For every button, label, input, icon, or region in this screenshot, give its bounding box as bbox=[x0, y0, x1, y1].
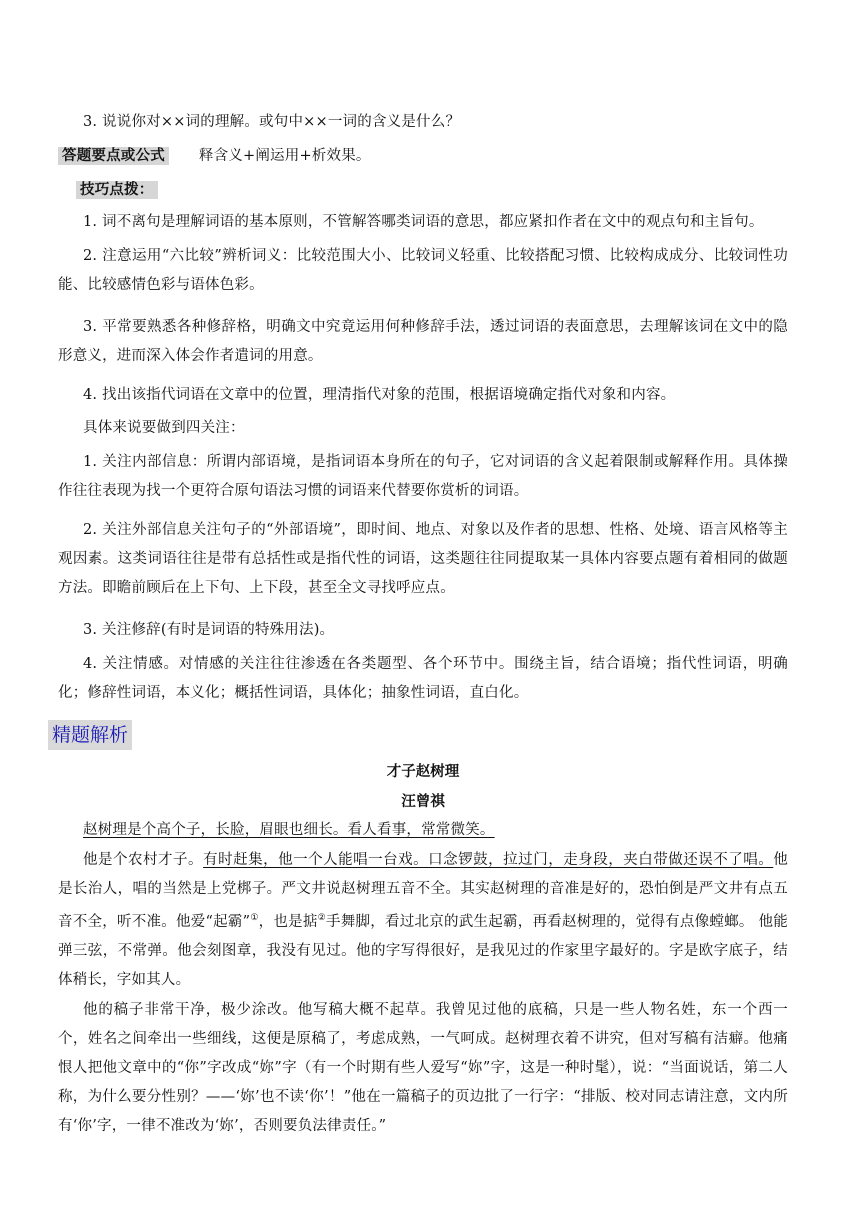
formula-label: 答题要点或公式 bbox=[58, 147, 169, 165]
formula-line bbox=[58, 142, 788, 171]
footnote-marker-1: ① bbox=[250, 913, 259, 923]
focus-intro: 具体来说要做到四关注： bbox=[83, 420, 245, 436]
essay-paragraph-3: 他的稿子非常干净，极少涂改。他写稿大概不起草。我曾见过他的底稿，只是一些人物名姓，东一个西一个，姓名之间牵出一些细线，这便是原稿了，考虑成熟，一气呵成。赵树理衣着不讲究，但对写稿有洁癖。他痛恨人把他文章中的“你”字改成“妳”字（有一个时期有些人爱写“妳”字，这是一种时髦），说：“当面说话，第二人称，为什么要分性别？——‘妳’也不读‘你’！”他在一篇稿子的页边批了一行字：“排版、校对同志请注意，文内所有‘你’字，一律不准改为‘妳’，否则要负法律责任。” bbox=[58, 1002, 788, 1134]
p2-underlined: 有时赶集，他一个人能唱一台戏。口念锣鼓，拉过门，走身段，夹白带做还误不了唱。 bbox=[203, 852, 774, 868]
p2-text-a: 他是长治人，唱的当然是上党梆子。严文井说赵树理五音不全。其实赵树理的音准是好的，恐怕倒是严文井有点五音不全，听不准。他爱“起霸” bbox=[58, 852, 788, 930]
essay-title: 才子赵树理 bbox=[386, 764, 460, 780]
focus-item-3: 3. 关注修辞(有时是词语的特殊用法)。 bbox=[83, 622, 335, 638]
tip-item-1: 1. 词不离句是理解词语的基本原则，不管解答哪类词语的意思，都应紧扣作者在文中的观点句和主旨句。 bbox=[83, 214, 764, 230]
p2-text-c: 手舞脚，看过北京的武生起霸，再看赵树理的，觉得有点像螳螂。 他能弹三弦，不常弹。他会刻图章，我没有见过。他的字写得很好，是我见过的作家里字最好的。字是欧字底子，结体稍长，字如其人。 bbox=[58, 913, 788, 988]
tips-heading bbox=[76, 176, 806, 205]
footnote-marker-2: ② bbox=[317, 913, 326, 923]
tips-label: 技巧点拨： bbox=[76, 181, 158, 199]
section-title: 精题解析 bbox=[48, 720, 132, 750]
focus-item-4: 4. 关注情感。对情感的关注往往渗透在各类题型、各个环节中。围绕主旨，结合语境；指代性词语，明确化；修辞性词语，本义化；概括性词语，具体化；抽象性词语，直白化。 bbox=[58, 656, 788, 701]
tip-item-3: 3. 平常要熟悉各种修辞格，明确文中究竟运用何种修辞手法，透过词语的表面意思，去理解该词在文中的隐形意义，进而深入体会作者遣词的用意。 bbox=[58, 319, 788, 364]
question-line: 3. 说说你对××词的理解。或句中××一词的含义是什么？ bbox=[83, 114, 461, 130]
underlined-sentence: 赵树理是个高个子，长脸，眉眼也细长。看人看事，常常微笑。 bbox=[83, 822, 495, 838]
essay-author: 汪曾祺 bbox=[401, 794, 445, 810]
essay-paragraph-2 bbox=[58, 846, 788, 995]
formula-text: 释含义+阐运用+析效果。 bbox=[198, 148, 371, 164]
tip-item-2: 2. 注意运用“六比较”辨析词义：比较范围大小、比较词义轻重、比较搭配习惯、比较构成成分、比较词性功能、比较感情色彩与语体色彩。 bbox=[58, 248, 788, 293]
focus-item-2: 2. 关注外部信息关注句子的“外部语境”，即时间、地点、对象以及作者的思想、性格、处境、语言风格等主观因素。这类词语往往是带有总括性或是指代性的词语，这类题往往同提取某一具体内容要点题有着相同的做题方法。即瞻前顾后在上下句、上下段，甚至全文寻找呼应点。 bbox=[58, 522, 788, 596]
p2-start: 他是个农村才子。 bbox=[83, 852, 204, 868]
tip-item-4: 4. 找出该指代词语在文章中的位置，理清指代对象的范围，根据语境确定指代对象和内容。 bbox=[83, 387, 676, 403]
p2-text-b: ，也是掂 bbox=[258, 913, 318, 930]
essay-paragraph-1 bbox=[58, 816, 788, 845]
focus-item-1: 1. 关注内部信息：所谓内部语境，是指词语本身所在的句子，它对词语的含义起着限制或解释作用。具体操作往往表现为找一个更符合原句语法习惯的词语来代替要你赏析的词语。 bbox=[58, 454, 788, 499]
